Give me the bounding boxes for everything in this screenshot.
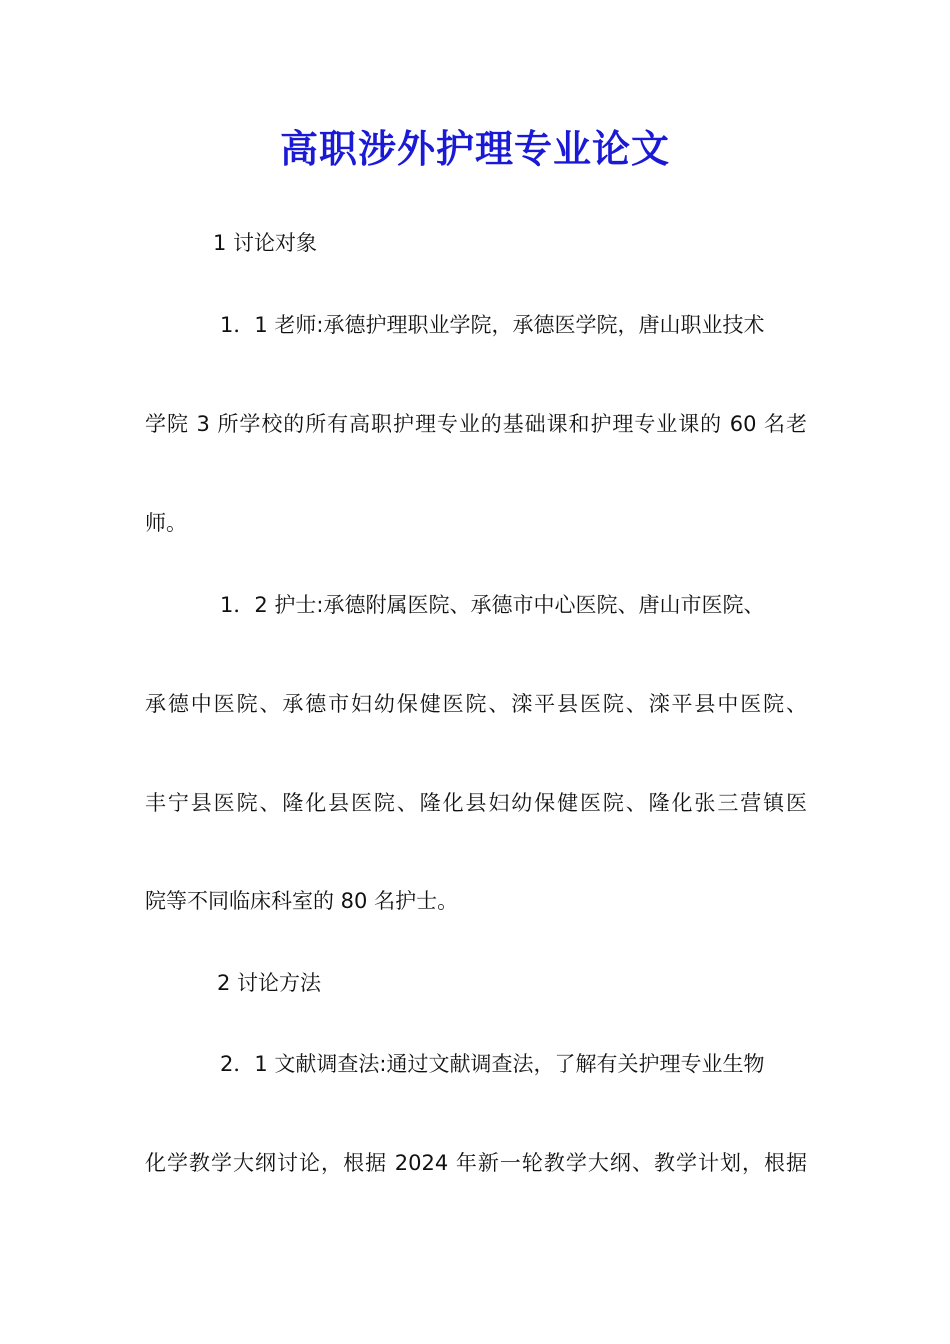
paragraph-line: 化学教学大纲讨论，根据 2024 年新一轮教学大纲、教学计划，根据 [145, 1151, 807, 1175]
document-title: 高职涉外护理专业论文 [279, 126, 670, 171]
paragraph-line: 承德中医院、承德市妇幼保健医院、滦平县医院、滦平县中医院、 [145, 692, 807, 716]
paragraph-line: 学院 3 所学校的所有高职护理专业的基础课和护理专业课的 60 名老 [145, 412, 807, 436]
section-heading: 2 讨论方法 [217, 971, 322, 995]
paragraph-line: 2．1 文献调查法:通过文献调查法，了解有关护理专业生物 [220, 1052, 765, 1076]
paragraph-line: 丰宁县医院、隆化县医院、隆化县妇幼保健医院、隆化张三营镇医 [145, 791, 807, 815]
paragraph-line: 师。 [145, 511, 187, 535]
paragraph-line: 1．1 老师:承德护理职业学院，承德医学院，唐山职业技术 [220, 313, 765, 337]
paragraph-line: 院等不同临床科室的 80 名护士。 [145, 889, 459, 913]
section-heading: 1 讨论对象 [213, 231, 318, 255]
paragraph-line: 1．2 护士:承德附属医院、承德市中心医院、唐山市医院、 [220, 593, 765, 617]
